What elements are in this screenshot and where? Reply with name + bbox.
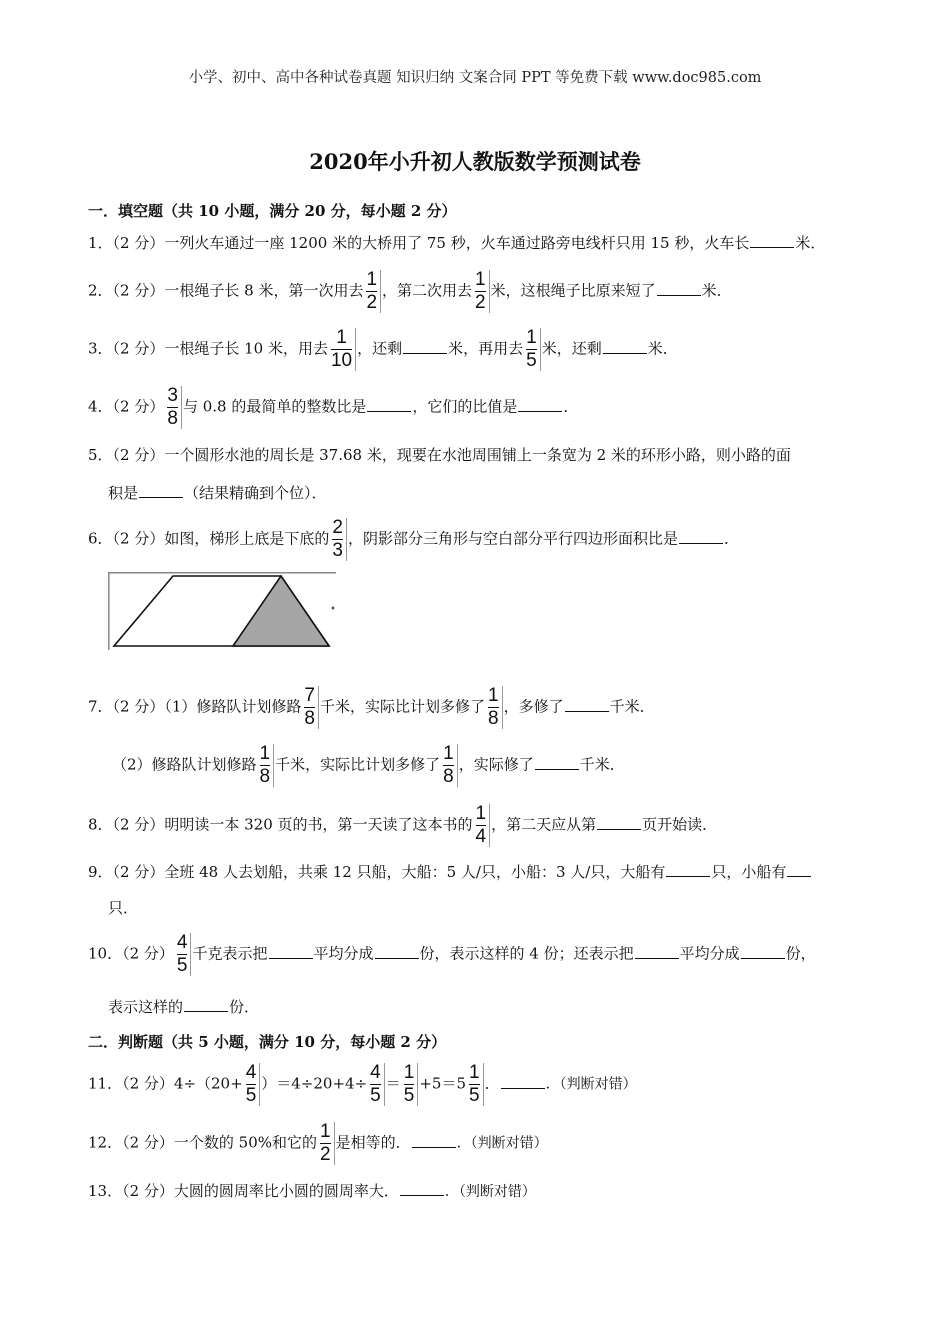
question-number: 5．: [88, 446, 113, 464]
section-heading-fill-blank: 一．填空题（共 10 小题，满分 20 分，每小题 2 分）: [88, 202, 457, 220]
question-number: 1．: [88, 234, 113, 252]
fraction: $\frac{1}{5}$: [524, 328, 541, 371]
question-text: （2 分）: [112, 397, 165, 416]
trapezoid-diagram: [108, 572, 336, 650]
fraction: $\frac{1}{8}$: [486, 686, 503, 729]
question-number: 7．: [88, 697, 113, 716]
answer-blank[interactable]: [565, 696, 609, 712]
fraction: $\frac{1}{8}$: [258, 744, 275, 787]
answer-blank[interactable]: [400, 1180, 444, 1196]
question-text: ．: [484, 1074, 500, 1093]
question-text: 与 0.8 的最简单的整数比是: [182, 397, 367, 416]
question-text: （2 分）一个数的 50%和它的: [122, 1133, 318, 1152]
question-10: [88, 933, 816, 976]
question-text: ．: [563, 397, 579, 416]
answer-blank[interactable]: [403, 338, 447, 354]
question-number: 11．: [88, 1074, 123, 1093]
fraction: $\frac{1}{4}$: [474, 804, 491, 847]
question-number: 6．: [88, 529, 113, 548]
fraction: $\frac{3}{8}$: [165, 386, 182, 429]
question-text: 千米．: [609, 697, 655, 716]
question-text: ，多修了: [503, 697, 564, 716]
question-text: （2 分）一个圆形水池的周长是 37.68 米，现要在水池周围铺上一条宽为 2 米的环形小路，则小路的面: [112, 446, 791, 464]
question-text: 只．: [108, 899, 139, 917]
question-text: 千米，实际比计划多修了: [319, 697, 485, 716]
answer-blank[interactable]: [412, 1132, 456, 1148]
question-number: 3．: [88, 339, 113, 358]
question-text: ，第二次用去: [382, 281, 473, 300]
question-text: （结果精确到个位）．: [184, 484, 327, 502]
answer-blank[interactable]: [603, 338, 647, 354]
question-text: 千米，实际比计划多修了: [275, 755, 441, 774]
question-text: 份．: [229, 998, 260, 1016]
question-text: 只，小船有: [711, 863, 787, 881]
question-text: ，实际修了: [458, 755, 534, 774]
fraction: $\frac{2}{3}$: [330, 518, 347, 561]
question-text: 份，: [785, 944, 816, 963]
question-text: （2 分）如图，梯形上底是下底的: [112, 529, 330, 548]
question-number: 8．: [88, 815, 113, 834]
answer-blank[interactable]: [741, 943, 785, 959]
question-text: ）＝4÷20+4÷: [261, 1074, 368, 1093]
question-text: 页开始读．: [642, 815, 718, 834]
question-9-continued: [108, 897, 138, 919]
question-text: 份，表示这样的 4 份；还表示把: [419, 944, 634, 963]
page-title: 2020年小升初人教版数学预测试卷: [309, 149, 641, 174]
question-text: （2 分）: [122, 944, 174, 963]
answer-blank[interactable]: [139, 482, 183, 498]
question-12: [88, 1122, 548, 1165]
question-9: [88, 861, 812, 883]
fraction: $\frac{4}{5}$: [368, 1063, 385, 1106]
fraction: $\frac{7}{8}$: [302, 686, 319, 729]
question-text: ．（判断对错）: [456, 1135, 548, 1152]
trapezoid-figure: [108, 572, 336, 654]
fraction: $\frac{4}{5}$: [175, 933, 192, 976]
fraction: $\frac{1}{5}$: [402, 1063, 419, 1106]
question-text: ．（判断对错）: [444, 1184, 536, 1200]
question-text: 平均分成: [313, 944, 374, 963]
question-text: （2 分）大圆的圆周率比小圆的圆周率大．: [122, 1182, 399, 1200]
question-text: （2 分）全班 48 人去划船，共乘 12 只船，大船：5 人/只，小船：3 人/只，大船有: [112, 863, 666, 881]
answer-blank[interactable]: [657, 280, 701, 296]
question-11: [88, 1063, 637, 1106]
question-text: （2）修路队计划修路: [112, 755, 257, 774]
question-7: [88, 686, 655, 729]
question-text: 积是: [108, 484, 139, 502]
question-text: ，还剩: [357, 339, 403, 358]
question-text: （2 分）明明读一本 320 页的书，第一天读了这本书的: [112, 815, 473, 834]
question-text: （2 分）4÷（20+: [122, 1074, 243, 1093]
question-text: ，第二天应从第: [491, 815, 597, 834]
page-header: 小学、初中、高中各种试卷真题 知识归纳 文案合同 PPT 等免费下载 www.doc985.com: [188, 70, 762, 86]
answer-blank[interactable]: [184, 996, 228, 1012]
question-2: [88, 270, 732, 313]
question-text: 米．: [795, 234, 826, 252]
question-text: ，阴影部分三角形与空白部分平行四边形面积比是: [347, 529, 678, 548]
question-text: 千克表示把: [192, 944, 268, 963]
question-text: 是相等的．: [335, 1133, 411, 1152]
answer-blank[interactable]: [269, 943, 313, 959]
question-text: ，它们的比值是: [412, 397, 518, 416]
answer-blank[interactable]: [375, 943, 419, 959]
fraction: $\frac{1}{10}$: [329, 328, 356, 371]
answer-blank[interactable]: [501, 1073, 545, 1089]
answer-blank[interactable]: [666, 861, 710, 877]
question-number: 9．: [88, 863, 113, 881]
question-8: [88, 804, 717, 847]
answer-blank[interactable]: [679, 528, 723, 544]
question-text: +5＝5: [419, 1074, 466, 1093]
question-4: [88, 386, 578, 429]
question-number: 10．: [88, 944, 123, 963]
section-heading-true-false: 二．判断题（共 5 小题，满分 10 分，每小题 2 分）: [88, 1033, 447, 1051]
question-text: （2 分）一列火车通过一座 1200 米的大桥用了 75 秒，火车通过路旁电线杆只用 15 秒，火车长: [112, 234, 750, 252]
answer-blank[interactable]: [635, 943, 679, 959]
question-text: （2 分）（1）修路队计划修路: [112, 697, 302, 716]
question-number: 13．: [88, 1182, 123, 1200]
question-10-continued: [108, 996, 259, 1018]
question-text: ．: [723, 529, 739, 548]
question-5-continued: [108, 482, 327, 504]
question-number: 4．: [88, 397, 113, 416]
fraction: $\frac{1}{5}$: [467, 1063, 484, 1106]
question-text: 千米．: [579, 755, 625, 774]
question-text: 平均分成: [679, 944, 740, 963]
answer-blank[interactable]: [535, 754, 579, 770]
question-text: （2 分）一根绳子长 10 米，用去: [112, 339, 328, 358]
question-text: ．（判断对错）: [545, 1076, 637, 1093]
question-text: 米．: [701, 281, 732, 300]
question-text: 表示这样的: [108, 998, 184, 1016]
question-text: 米．: [647, 339, 678, 358]
question-5: [88, 444, 791, 466]
question-1: [88, 232, 825, 254]
fraction: $\frac{1}{8}$: [441, 744, 458, 787]
fraction: $\frac{1}{2}$: [473, 270, 490, 313]
question-3: [88, 328, 678, 371]
fraction: $\frac{1}{2}$: [318, 1122, 335, 1165]
answer-blank[interactable]: [787, 861, 811, 877]
question-6: [88, 518, 739, 561]
question-text: （2 分）一根绳子长 8 米，第一次用去: [112, 281, 364, 300]
figure-mark: [332, 607, 335, 610]
question-text: 米，还剩: [541, 339, 602, 358]
question-text: 米，这根绳子比原来短了: [490, 281, 656, 300]
question-13: [88, 1180, 536, 1203]
fraction: $\frac{4}{5}$: [244, 1063, 261, 1106]
question-text: 米，再用去: [448, 339, 524, 358]
question-7-part-2: [112, 744, 625, 787]
question-number: 12．: [88, 1133, 123, 1152]
answer-blank[interactable]: [518, 396, 562, 412]
answer-blank[interactable]: [750, 232, 794, 248]
fraction: $\frac{1}{2}$: [364, 270, 381, 313]
question-text: ＝: [385, 1074, 401, 1093]
answer-blank[interactable]: [597, 814, 641, 830]
answer-blank[interactable]: [367, 396, 411, 412]
question-number: 2．: [88, 281, 113, 300]
